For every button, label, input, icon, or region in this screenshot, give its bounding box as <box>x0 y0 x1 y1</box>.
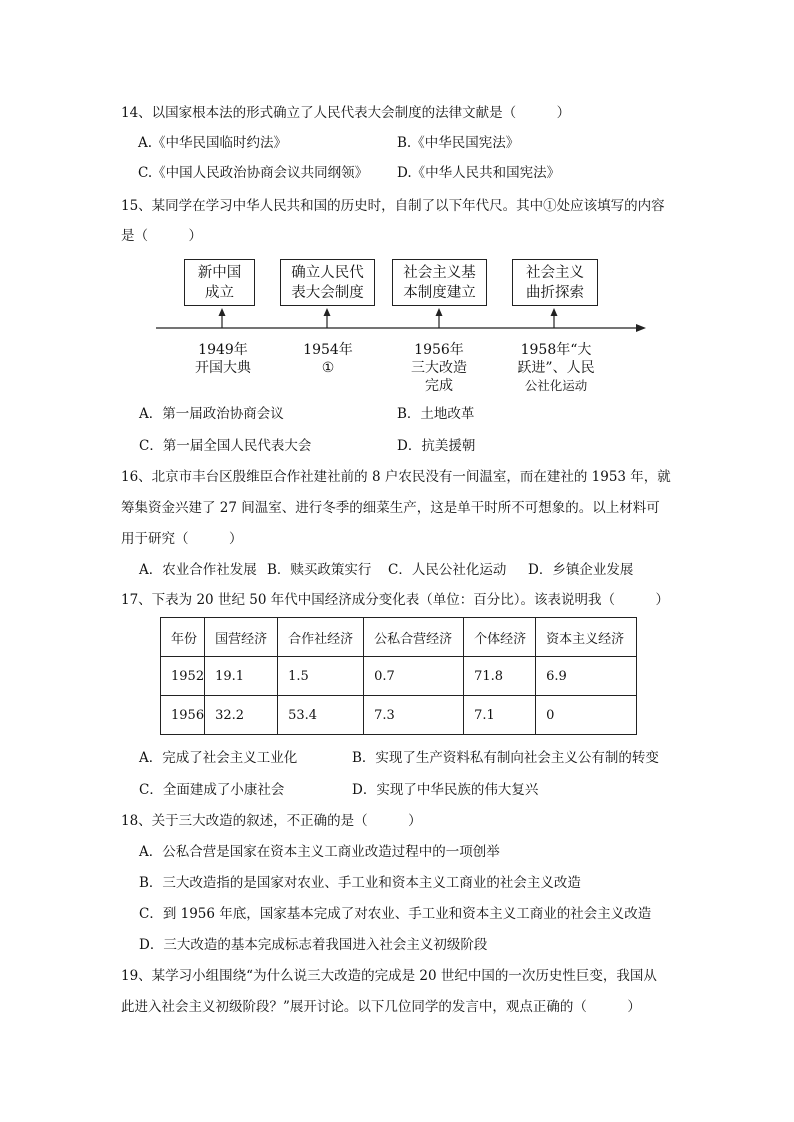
table-row <box>161 657 637 696</box>
q16-line1: 16、北京市丰台区殷维臣合作社建社前的 8 户农民没有一间温室，而在建社的 1953 年，就 <box>121 469 671 485</box>
timeline-box-1958-line1: 社会主义 <box>526 265 584 281</box>
table-header-cell: 个体经济 <box>464 618 536 657</box>
q18-option-b: B．三大改造指的是国家对农业、手工业和资本主义工商业的社会主义改造 <box>139 875 581 891</box>
q15-option-d: D．抗美援朝 <box>397 438 476 454</box>
q16-option-c: C．人民公社化运动 <box>388 562 507 578</box>
q18-option-d: D．三大改造的基本完成标志着我国进入社会主义初级阶段 <box>139 937 488 953</box>
table-cell: 0.7 <box>364 657 464 696</box>
timeline-label-1958-year: 1958年“大 <box>520 342 592 358</box>
q19-line1: 19、某学习小组围绕“为什么说三大改造的完成是 20 世纪中国的一次历史性巨变，我国从 <box>121 968 657 984</box>
timeline-label-1958 <box>508 341 604 395</box>
timeline-label-1949-event: 开国大典 <box>195 360 251 376</box>
table-cell: 7.1 <box>464 696 536 735</box>
timeline-arrowhead-1949 <box>219 308 226 316</box>
table-cell: 1952 <box>161 657 205 696</box>
table-header-cell: 合作社经济 <box>278 618 364 657</box>
q16-option-d: D．乡镇企业发展 <box>528 562 634 578</box>
table-cell: 53.4 <box>278 696 364 735</box>
timeline-arrowhead-1958 <box>551 308 558 316</box>
table-cell: 7.3 <box>364 696 464 735</box>
q15-stem-line1: 15、某同学在学习中华人民共和国的历史时，自制了以下年代尺。其中①处应该填写的内容 <box>121 198 665 214</box>
q15-stem-line2: 是（ ） <box>121 228 202 244</box>
timeline-label-1954 <box>292 341 364 377</box>
timeline-box-1949-line2: 成立 <box>205 285 234 301</box>
timeline-box-1954-line2: 表大会制度 <box>291 285 364 301</box>
q16-line2: 筹集资金兴建了 27 间温室、进行冬季的细菜生产，这是单干时所不可想象的。以上材料可 <box>121 500 660 516</box>
q17-stem: 17、下表为 20 世纪 50 年代中国经济成分变化表（单位：百分比）。该表说明我（ ） <box>121 592 669 608</box>
table-cell: 1.5 <box>278 657 364 696</box>
table-cell: 32.2 <box>205 696 278 735</box>
timeline-box-1956-line2: 本制度建立 <box>403 285 476 301</box>
q14-option-a: A.《中华民国临时约法》 <box>138 135 288 151</box>
q15-option-b: B．土地改革 <box>397 406 475 422</box>
q19-line2: 此进入社会主义初级阶段？”展开讨论。以下几位同学的发言中，观点正确的（ ） <box>121 999 641 1015</box>
timeline-box-1954-line1: 确立人民代 <box>291 265 364 281</box>
timeline-box-1956-line1: 社会主义基 <box>403 265 476 281</box>
q18-stem: 18、关于三大改造的叙述，不正确的是（ ） <box>121 813 422 829</box>
q17-option-c: C．全面建成了小康社会 <box>139 782 285 798</box>
q15-option-c: C．第一届全国人民代表大会 <box>139 438 312 454</box>
timeline-arrowhead-1954 <box>324 308 331 316</box>
timeline-axis-arrowhead <box>636 324 646 332</box>
timeline-axis <box>0 0 794 400</box>
table-row <box>161 696 637 735</box>
timeline-label-1949-year: 1949年 <box>198 342 248 358</box>
timeline-label-1954-year: 1954年 <box>303 342 353 358</box>
q16-option-b: B．赎买政策实行 <box>267 562 372 578</box>
table-header-cell: 年份 <box>161 618 205 657</box>
table-header-row <box>161 618 637 657</box>
q16-line3: 用于研究（ ） <box>121 531 243 547</box>
economy-table <box>160 617 637 735</box>
q16-option-a: A．农业合作社发展 <box>139 562 257 578</box>
q15-option-a: A．第一届政治协商会议 <box>139 406 284 422</box>
q14-option-c: C.《中国人民政治协商会议共同纲领》 <box>138 165 369 181</box>
timeline-label-1956-year: 1956年 <box>414 342 464 358</box>
timeline-label-1958-event2: 公社化运动 <box>524 378 588 393</box>
table-cell: 71.8 <box>464 657 536 696</box>
q17-option-b: B．实现了生产资料私有制向社会主义公有制的转变 <box>352 750 659 766</box>
table-cell: 1956 <box>161 696 205 735</box>
table-header-cell: 公私合营经济 <box>364 618 464 657</box>
timeline-label-1956-event2: 完成 <box>425 378 453 394</box>
timeline-box-1949-line1: 新中国 <box>197 265 242 281</box>
timeline-arrowhead-1956 <box>436 308 443 316</box>
table-header-cell: 国营经济 <box>205 618 278 657</box>
timeline-label-1958-event: 跃进”、人民 <box>517 360 595 376</box>
q17-option-d: D．实现了中华民族的伟大复兴 <box>352 782 539 798</box>
timeline-label-1956 <box>402 341 476 395</box>
q17-option-a: A．完成了社会主义工业化 <box>139 750 298 766</box>
table-cell: 6.9 <box>536 657 637 696</box>
q18-option-a: A．公私合营是国家在资本主义工商业改造过程中的一项创举 <box>139 844 500 860</box>
q14-stem: 14、以国家根本法的形式确立了人民代表大会制度的法律文献是（ ） <box>121 105 571 121</box>
table-cell: 0 <box>536 696 637 735</box>
timeline-label-1956-event: 三大改造 <box>411 360 467 376</box>
timeline-label-1954-blank: ① <box>321 360 335 376</box>
timeline-label-1949 <box>187 341 259 377</box>
q14-option-b: B.《中华民国宪法》 <box>397 135 520 151</box>
table-header-cell: 资本主义经济 <box>536 618 637 657</box>
table-cell: 19.1 <box>205 657 278 696</box>
q14-option-d: D.《中华人民共和国宪法》 <box>397 165 561 181</box>
q18-option-c: C．到 1956 年底，国家基本完成了对农业、手工业和资本主义工商业的社会主义改造 <box>139 906 652 922</box>
timeline-box-1958-line2: 曲折探索 <box>526 285 584 301</box>
